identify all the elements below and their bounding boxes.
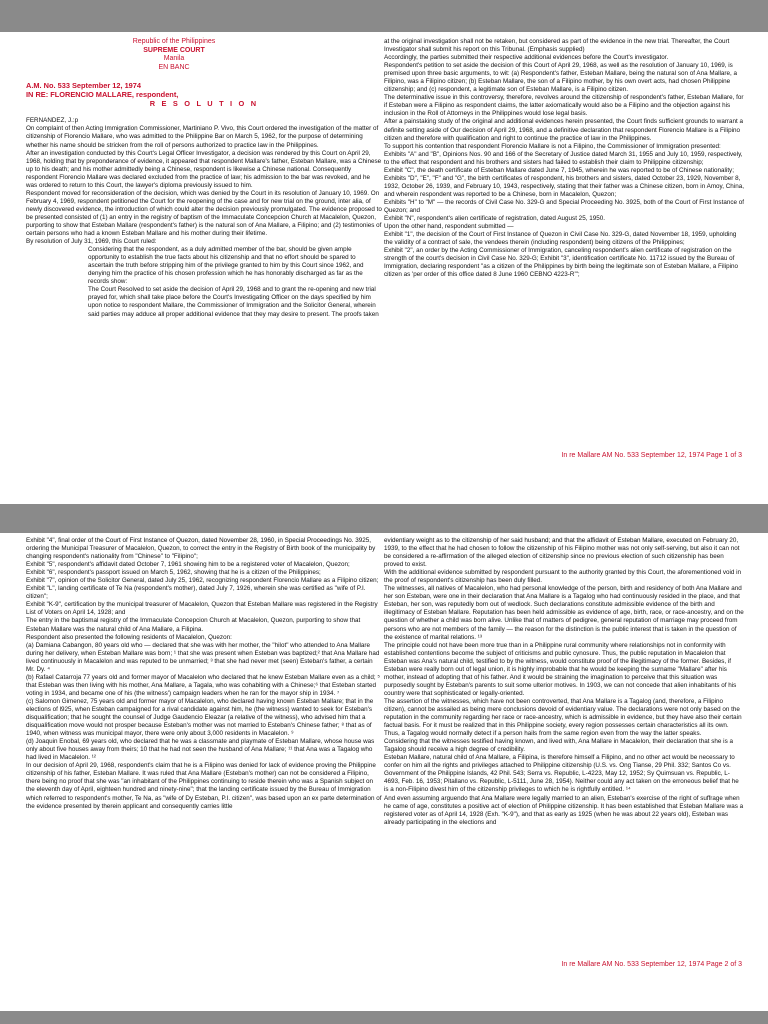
page2-footer: In re Mallare AM No. 533 September 12, 1974 Page 2 of 3 <box>561 961 742 968</box>
paragraph: FERNANDEZ, J.:p <box>26 117 79 125</box>
paragraph: In our decision of April 29, 1968, respondent's claim that he is a Filipino was denied for lack of evidence proving the Philippine citizenship of his father, Esteban Mallare. It was ruled that Ana Mallare (Esteban's mother) can not be considered a Filipino, there being no proof that she was "an inhabitant of the Philippines continuing to reside therein who was a Spanish subject on the eleventh day of April, eighteen hundred and ninety-nine"; that the landing certificate issued by the Bureau of Immigration which referred to respondent's mother, Te Na, as "wife of Dy Esteban, P.I. citizen", was based upon an ex parte determination of the evidence presented by therein applicant and consequently carries little <box>26 762 382 810</box>
court-name: SUPREME COURT <box>143 46 205 54</box>
paragraph: Respondent also presented the following residents of Macalelon, Quezon: <box>26 633 232 641</box>
page2-right-text <box>384 537 744 827</box>
page2-left-column <box>26 537 382 811</box>
paragraph: Upon the other hand, respondent submitted — <box>384 223 514 231</box>
paragraph: Exhibit "K-9", certification by the municipal treasurer of Macalelon, Quezon that Esteban Mallare was registered in the Registry List of Voters on April 14, 1928; and <box>26 601 378 617</box>
paragraph: The Court Resolved to set aside the decision of April 29, 1968 and to grant the re-opening and new trial prayed for, which shall take place before the Court's Investigating Officer on the days specified by him upon notice to respondent Mallare, the Commissioner of Immigration and the Solicitor General, wherein said parties may adduce all proper additional evidence that they may desire to present. The proofs taken <box>88 286 379 318</box>
page2-right-column <box>384 537 744 827</box>
paragraph: Exhibit "L", landing certificate of Te Na (respondent's mother), dated July 7, 1926, wherein she was certified as "wife of P.I. citizen"; <box>26 585 366 601</box>
court-division: EN BANC <box>158 63 190 71</box>
paragraph: To support his contention that respondent Florencio Mallare is not a Filipino, the Commissioner of Immigration presented: <box>384 142 721 150</box>
page2-left-text <box>26 537 382 811</box>
paragraph: Considering that the witnesses testified having known, and lived with, Ana Mallare in Macalelon, their declaration that she is a Tagalog should receive a high degree of credibility. <box>384 738 733 754</box>
paragraph: at the original investigation shall not be retaken, but considered as part of the evidence in the new trial. Thereafter, the Court Investigator shall submit his report on this Tribunal. (Emphasis supplied) <box>384 38 730 54</box>
paragraph: Accordingly, the parties submitted their respective additional evidences before the Court's investigator. <box>384 54 669 62</box>
paragraph: The witnesses, all natives of Macalelon, who had personal knowledge of the person, birth and residency of both Ana Mallare and her son Esteban, were one in their declaration that Ana Mallare is a Tagalog who had continuously resided in the place, and that Esteban, her son, was reputedly born out of wedlock. Such declarations constitute admissible evidence of the birth and illegitimacy of Esteban Mallare. Reputation has been held admissible as evidence of age, birth, race, or race-ancestry, and on the question of whether a child was born alive. Unlike that of matters of pedigree, general reputation of marriage may proceed from persons who are not members of the family — the reason for the distinction is the public interest that is taken in the question of the existence of marital relations. ¹³ <box>384 585 744 641</box>
republic-header: Republic of the Philippines <box>132 38 216 45</box>
page1-block-quote <box>26 246 382 318</box>
paragraph: On complaint of then Acting Immigration Commissioner, Martiniano P. Vivo, this Court ordered the investigation of the matter of citizenship of Florencio Mallare, who was admitted to the Philippine Bar on March 5, 1962, for the purpose of determining whether his name should be stricken from the roll of persons authorized to practice law in the Philippines. <box>26 125 379 149</box>
document-type: R E S O L U T I O N <box>149 99 259 109</box>
paragraph: Exhibits "D", "E", "F" and "G", the birth certificates of respondent, his brothers and sisters, dated October 23, 1929, November 8, 1932, October 26, 1939, and February 10, 1943, respectively, stating that their father was a Chinese citizen, born in Amoy, China, and wherein respondent was reported to be a Chinese, born in Macalelon, Quezon; <box>384 174 744 198</box>
paragraph: Respondent moved for reconsideration of the decision, which was denied by the Court in its resolution of January 10, 1969. On February 4, 1969, respondent petitioned the Court for the reopening of the case and for new trial on the ground, inter alia, of newly discovered evidence, the introduction of which could alter the decision previously promulgated. The evidence proposed to be presented consisted of (1) an entry in the registry of baptism of the Immaculate Concepcion Church at Macalelon, Quezon, purporting to show that Esteban Mallare (respondent's father) is the natural son of Ana Mallare, a Filipino; and (2) testimonies of certain persons who had a known Esteban Mallare and his mother during their lifetime. <box>26 189 382 238</box>
document-page-2 <box>0 533 768 1011</box>
paragraph: (c) Salomon Gimenez, 75 years old and former mayor of Macalelon, who declared having known Esteban Mallare; that in the elections of l925, when Esteban campaigned for a rival candidate against him, he (the witness) wanted to seek for Esteban's disqualification; that he sought the counsel of Judge Gaudencio Eleazar (a relative of the witness), who advised him that a disqualification move would not prosper because Esteban's mother was not married to Esteban's Chinese father; ⁸ that as of 1940, when witness was municipal mayor, there were only about 3,000 residents in Macalelon. ⁹ <box>26 697 374 738</box>
paragraph: The entry in the baptismal registry of the Immaculate Concepcion Church at Macalelon, Quezon, purporting to show that Esteban Mallare was the natural child of Ana Mallare, a Filipina. <box>26 617 361 633</box>
paragraph: Exhibits "A" and "B", Opinions Nos. 90 and 166 of the Secretary of Justice dated March 31, 1955 and July 10, 1959, respectively, to the effect that respondent and his brothers and sisters had failed to establish their claim to Philippine citizenship; <box>384 150 743 166</box>
paragraph: (d) Joaquin Enobal, 69 years old, who declared that he was a classmate and playmate of Esteban Mallare, whose house was only about five houses away from theirs; 10 that he had not seen the husband of Ana Mallare; ¹¹ that Ana was a Tagalog who had lived in Macalelon. ¹² <box>26 738 375 762</box>
document-page-1 <box>0 32 768 504</box>
paragraph: After an investigation conducted by this Court's Legal Officer Investigator, a decision was rendered by this Court on April 29, 1968, holding that by preponderance of evidence, it appeared that respondent Mallare's father, Esteban Mallare, was a Chinese up to his death; and his mother admittedly being a Chinese, respondent is likewise a Chinese national. Consequently respondent Florencio Mallare was declared excluded from the practice of law; his admission to the bar was revoked, and he was ordered to return to this Court, the lawyer's diploma previously issued to him. <box>26 149 382 189</box>
paragraph: (a) Damiana Cabangon, 80 years old who — declared that she was with her mother, the "hilot" who attended to Ana Mallare during her delivery, when Esteban Mallare was born; ¹ that she was present when Esteban was baptized;² that Ana Mallare had lived continuously in Macalelon and was reputed to be unmarried; ³ that she had never met (seen) Esteban's father, a certain Mr. Dy. ⁴ <box>26 641 380 673</box>
page-separator <box>0 504 768 533</box>
page1-right-column <box>384 38 744 279</box>
case-number: A.M. No. 533 September 12, 1974 <box>26 81 142 91</box>
paragraph: Exhibit "6", respondent's passport issued on March 5, 1962, showing that he is a citizen of the Philippines; <box>26 569 321 577</box>
paragraph: Exhibits "H" to "M" — the records of Civil Case No. 329-G and Special Proceeding No. 3925, both of the Court of First Instance of Quezon; and <box>384 198 744 214</box>
paragraph: By resolution of July 31, 1969, this Court ruled: <box>26 238 157 246</box>
page1-left-column <box>26 38 382 319</box>
paragraph: With the additional evidence submitted by respondent pursuant to the authority granted by this Court, the aforementioned void in the proof of respondent's citizenship has been duly filled. <box>384 569 742 585</box>
paragraph: And even assuming arguendo that Ana Mallare were legally married to an alien, Esteban's exercise of the right of suffrage when he came of age, constitutes a positive act of election of Philippine citizenship. It has been established that Esteban Mallare was a registered voter as of April 14, 1928 (Exh. "K-9"), and that as early as 1925 (when he was about 22 years old), Esteban was already participating in the elections and <box>384 794 744 826</box>
paragraph: Exhibit "4", final order of the Court of First Instance of Quezon, dated November 28, 1960, in Special Proceedings No. 3925, ordering the Municipal Treasurer of Macalelon, Quezon, to correct the entry in the Registry of Birth book of the municipality by changing respondent's nationality from "Chinese" to "Filipino"; <box>26 537 376 561</box>
paragraph: The determinative issue in this controversy, therefore, revolves around the citizenship of respondent's father, Esteban Mallare, for if Esteban were a Filipino as respondent claims, the latter axiomatically would also be a Filipino and the objection against his inclusion in the Roll of Attorneys in the Philippines would lose legal basis. <box>384 94 744 118</box>
paragraph: Exhibit "1", the decision of the Court of First Instance of Quezon in Civil Case No. 329-G, dated November 18, 1959, upholding the validity of a contract of sale, the vendees therein (including respondent) being citizens of the Philippines; <box>384 231 737 247</box>
paragraph: Exhibit "5", respondent's affidavit dated October 7, 1961 showing him to be a registered voter of Macalelon, Quezon; <box>26 561 350 569</box>
court-city: Manila <box>163 55 185 63</box>
paragraph: Considering that the respondent, as a duly admitted member of the bar, should be given ample opportunity to establish the true facts about his citizenship and that no effort should be spared to ascertain the truth before stripping him of the privilege granted to him by this Court since 1962, and denying him the practice of his chosen profession which he has honorably discharged as far as the records show: <box>88 246 364 286</box>
paragraph: Exhibit "2", an order by the Acting Commissioner of Immigration, canceling respondent's alien certificate of registration on the strength of the court's decision in Civil Case No. 329-G; Exhibit "3", identification certificate No. 11712 issued by the Bureau of Immigration, declaring respondent "as a citizen of the Philippines by birth being the legitimate son of Esteban Mallare, a Filipino citizen as 'per order of this office dated 8 June 1960 CEBNO 4223-R'"; <box>384 247 739 279</box>
page1-left-text <box>26 117 382 246</box>
paragraph: Exhibit "C", the death certificate of Esteban Mallare dated June 7, 1945, wherein he was reported to be of Chinese nationality; <box>384 166 734 174</box>
page1-footer: In re Mallare AM No. 533 September 12, 1974 Page 1 of 3 <box>561 452 742 459</box>
page1-right-text <box>384 38 744 279</box>
paragraph: (b) Rafael Catarroja 77 years old and former mayor of Macalelon who declared that he knew Esteban Mallare even as a child; ⁵ that Esteban was then living with his mother, Ana Mallare, a Tagala, who was cohabiting with a Chinese;⁶ that Esteban started voting in 1934, and became one of his (the witness') campaign leaders when he ran for the mayor ship in 1934. ⁷ <box>26 673 381 697</box>
paragraph: Exhibit "7", opinion of the Solicitor General, dated July 25, 1962, recognizing respondent Florencio Mallare as a Filipino citizen; <box>26 577 379 585</box>
paragraph: The assertion of the witnesses, which have not been controverted, that Ana Mallare is a Tagalog (and, therefore, a Filipino citizen), cannot be assailed as being mere conclusions devoid of evidentiary value. The declarations were not only based on the reputation in the community regarding her race or race-ancestry, which is admissible in evidence, but they have also their certain factual basis. For it must be realized that in this Philippine society, every region possesses certain characteristics all its own. Thus, a Tagalog would normally detect if a person hails from the same region even from the way the latter speaks. <box>384 697 742 738</box>
paragraph: Respondent's petition to set aside the decision of this Court of April 29, 1968, as well as the resolution of January 10, 1969, is premised upon three basic arguments, to wit: (a) Respondent's father, Esteban Mallare, being the natural son of Ana Mallare, a Filipino, was a Filipino citizen; (b) Esteban Mallare, the son of a Filipino mother, by his own overt acts, had chosen Philippine citizenship; and (c) respondent, a legitimate son of Esteban Mallare, is a Filipino citizen. <box>384 62 737 94</box>
paragraph: After a painstaking study of the original and additional evidences herein presented, the Court finds sufficient grounds to warrant a definite setting aside of Our decision of April 29, 1968, and a definitive declaration that respondent Florencio Mallare is a Filipino citizen and therefore with qualification and right to continue the practice of law in the Philippines. <box>384 118 744 142</box>
paragraph: Exhibit "N", respondent's alien certificate of registration, dated August 25, 1950. <box>384 215 605 223</box>
paragraph: evidentiary weight as to the citizenship of her said husband; and that the affidavit of Esteban Mallare, executed on February 20, 1939, to the effect that he had chosen to follow the citizenship of his Filipino mother was not only self-serving, but also it can not be considered a re-affirmation of the alleged election of citizenship since no previous election of such citizenship has been proved to exist. <box>384 537 740 569</box>
paragraph: The principle could not have been more true than in a Philippine rural community where relationships not in conformity with established contentions become the subject of criticisms and public cynosure. Thus, the public reputation in Macalelon that Esteban was Ana's natural child, testified to by the witness, would constitute proof of the illegitimacy of the former. Besides, if Esteban were really born out of legal union, it is highly improbable that he would be keeping the surname "Mallare" after his mother, instead of adopting that of his father. And it would be straining the imagination to perceive that this situation was purposedly sought by Esteban's parents to suit some ulterior motives. In 1903, we can not concede that alien inhabitants of his country were that sophisticated or legally-oriented. <box>384 641 737 697</box>
case-title: IN RE: FLORENCIO MALLARE, respondent, <box>26 90 179 100</box>
paragraph: Esteban Mallare, natural child of Ana Mallare, a Filipina, is therefore himself a Filipino, and no other act would be necessary to confer on him all the rights and privileges attached to Philippine citizenship (U.S. vs. Ong Tianse, 29 Phil. 332; Santos Co vs. Government of the Philippine Islands, 42 Phil. 543; Serra vs. Republic, L-4223, May 12, 1952; Sy Quimsuan vs. Republic, L-4693, Feb. 16, 1953; Pitallano vs. Republic, L-5111, June 28, 1954). Neither could any act taken on the erroneous belief that he is a non-Filipino divest him of the citizenship privileges to which he is rightfully entitled. ¹⁴ <box>384 754 739 794</box>
